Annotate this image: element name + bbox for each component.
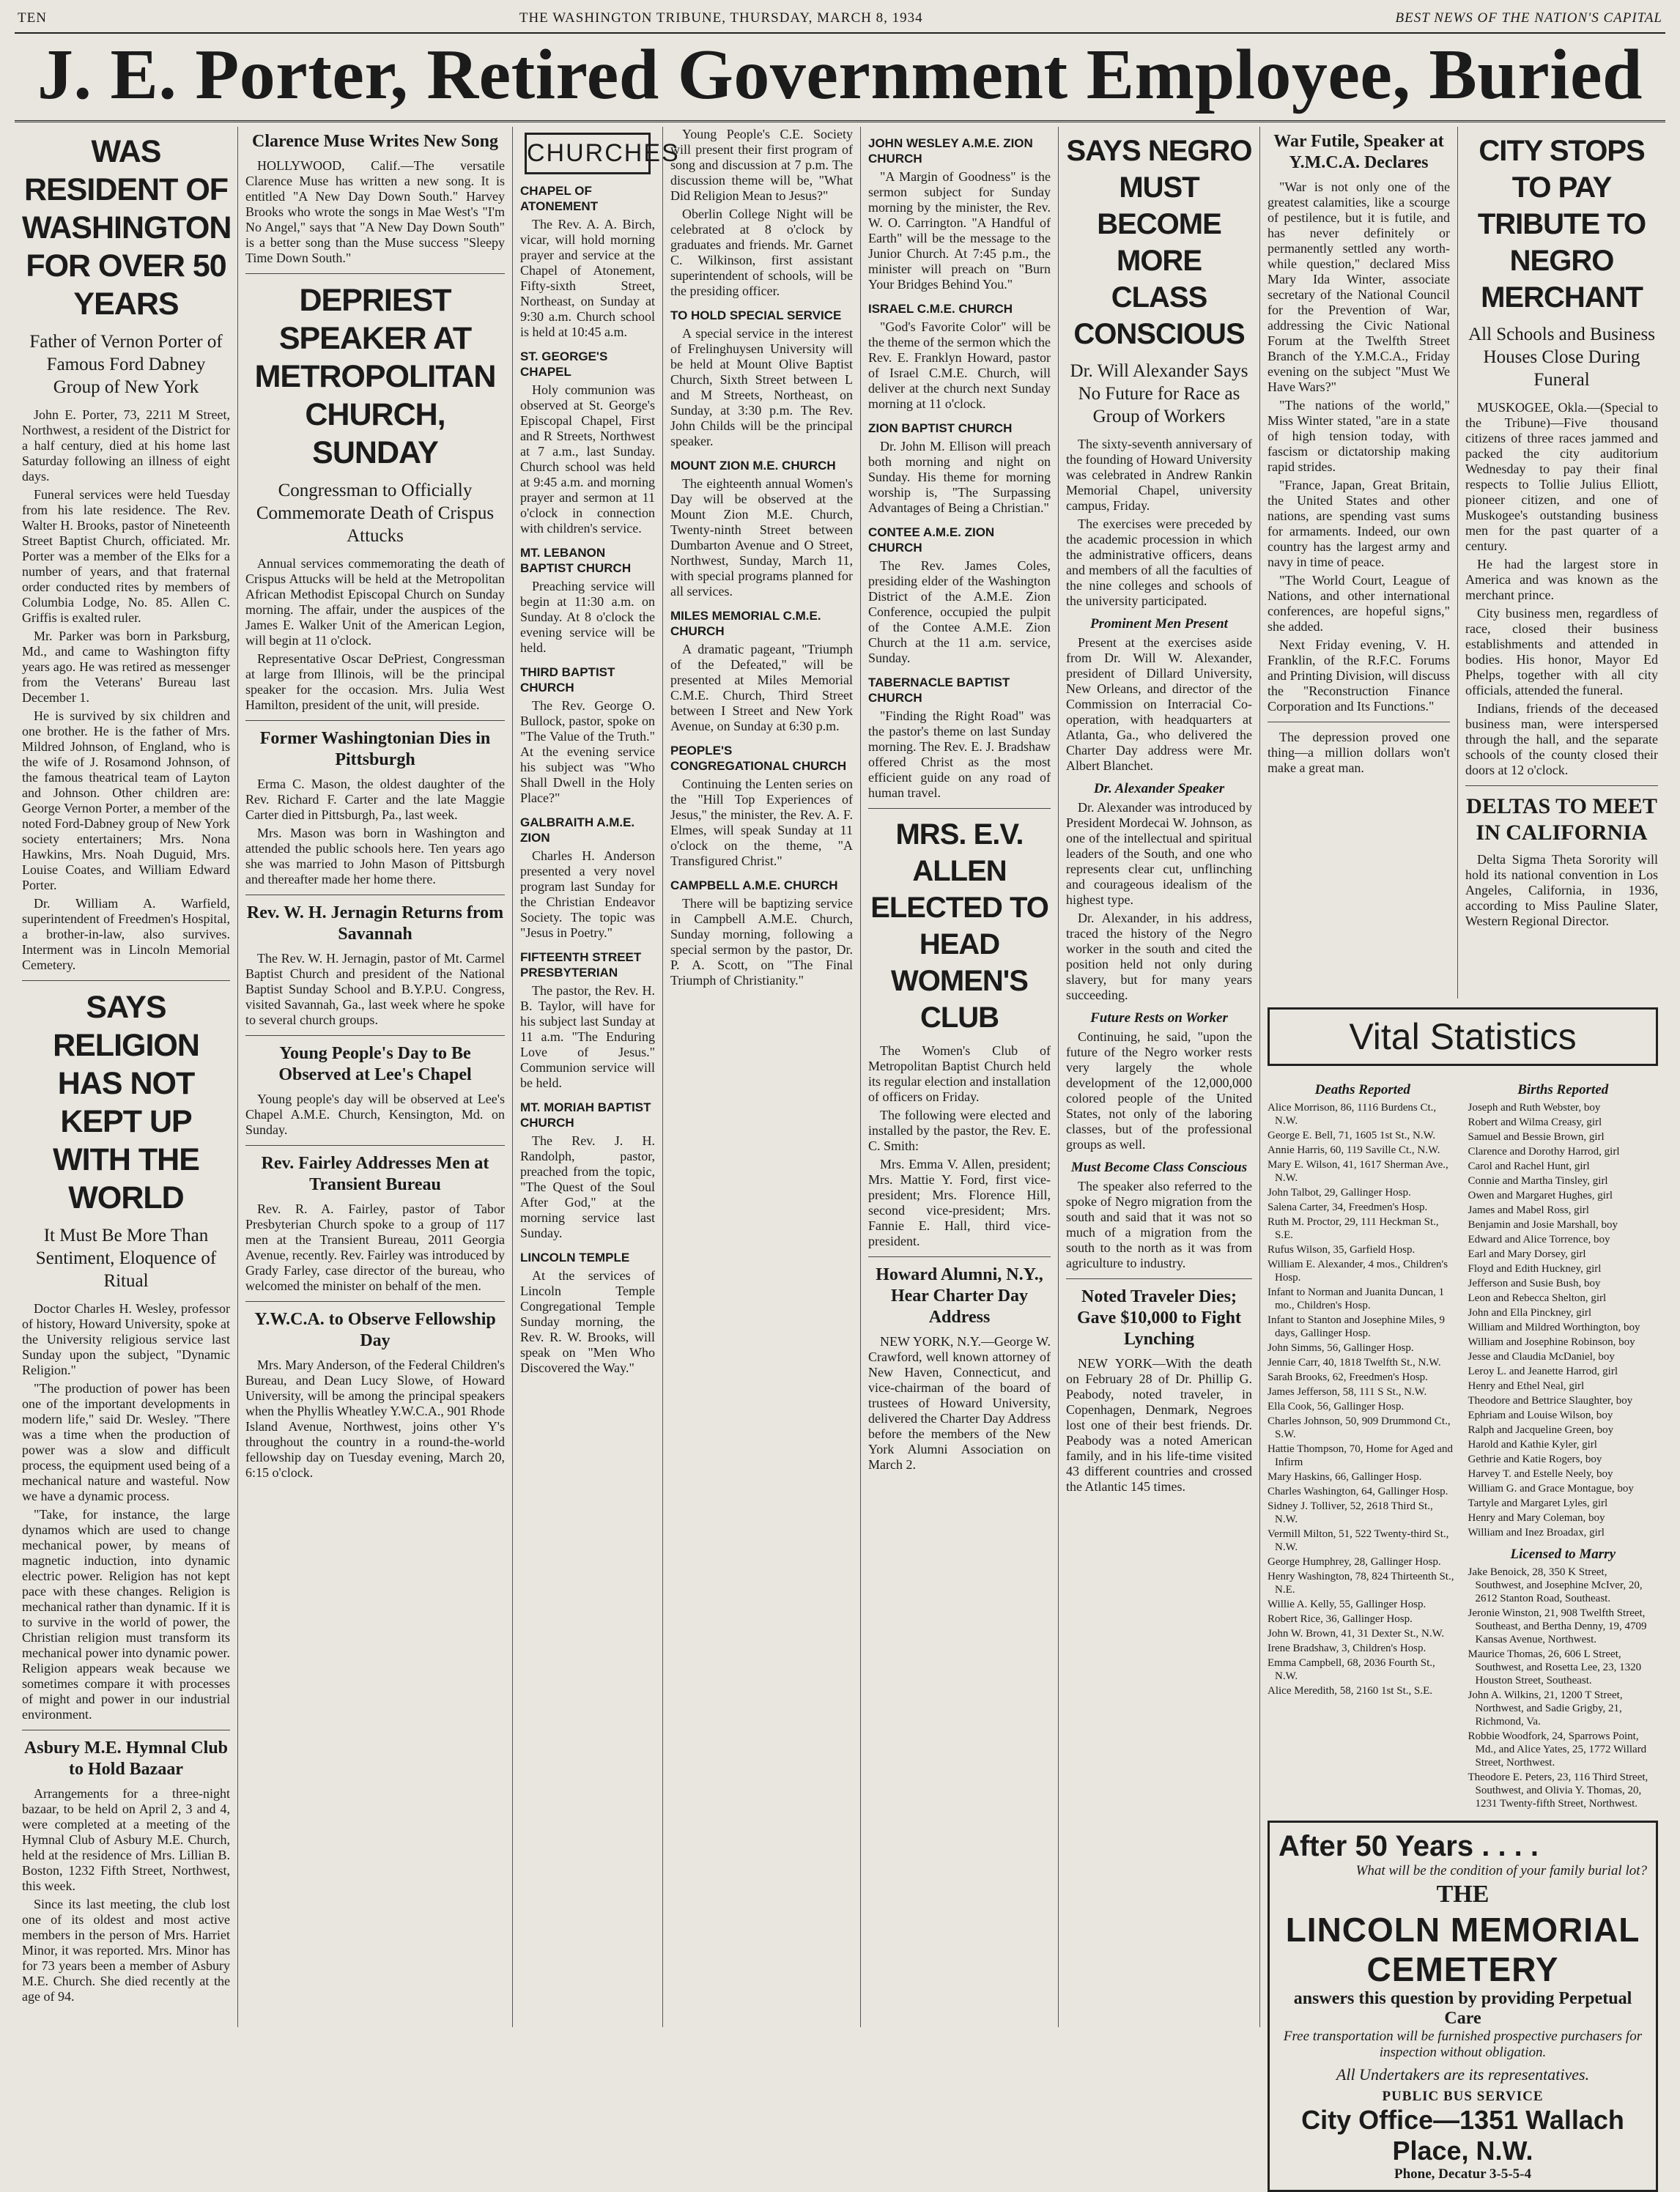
fairley-headline: Rev. Fairley Addresses Men at Transient Bureau: [261, 1154, 489, 1194]
article-paragraph: The Women's Club of Metropolitan Baptist Church held its regular election and installation of officers on Friday.: [868, 1043, 1051, 1104]
death-entry: Vermill Milton, 51, 522 Twenty-third St., N.W.: [1268, 1528, 1449, 1553]
article-paragraph: NEW YORK—With the death on February 28 of Dr. Phillip G. Peabody, noted traveler, in Copenhagen, Denmark, Negroes lost one of their best friends. Dr. Peabody was a noted American family, and in his life-time visited 43 different countries and crossed the Atlantic 145 times.: [1066, 1356, 1252, 1494]
death-entry: Willie A. Kelly, 55, Gallinger Hosp.: [1268, 1599, 1426, 1610]
birth-entry: Theodore and Bettrice Slaughter, boy: [1468, 1395, 1633, 1407]
article-paragraph: Funeral services were held Tuesday from his late residence. The Rev. Walter H. Brooks, pastor of Nineteenth Street Baptist Church, officiated. Mr. Porter was a member of the Elks for a number of years, and that fraternal order conducted rites by members of Columbia Lodge, No. 85. Allen C. Griffis is exalted ruler.: [22, 487, 230, 625]
negro-class-headline: SAYS NEGRO MUST BECOME MORE CLASS CONSCIOUS: [1066, 135, 1252, 350]
birth-entry: Joseph and Ruth Webster, boy: [1468, 1102, 1601, 1114]
article-subhead: Must Become Class Conscious: [1070, 1160, 1248, 1175]
license-entry: Jeronie Winston, 21, 908 Twelfth Street, Southeast, and Bertha Denny, 19, 4709 Kansas Avenue, Northwest.: [1468, 1607, 1647, 1645]
church-subhead: LINCOLN TEMPLE: [520, 1251, 630, 1265]
church-paragraph: A dramatic pageant, "Triumph of the Defeated," will be presented at Miles Memorial C.M.E. Church, Third Street between I Street and New York Avenue, on Sunday at 6:30 p.m.: [670, 642, 853, 733]
church-paragraph: Dr. John M. Ellison will preach both morning and night on Sunday. His theme for morning worship is, "The Surpassing Advantages of Being a Christian.": [868, 439, 1051, 515]
right-top: [1260, 127, 1665, 999]
article-paragraph: NEW YORK, N.Y.—George W. Crawford, well known attorney of New Haven, Connecticut, and vice-chairman of the board of trustees of Howard University, delivered the Charter Day Address before the members of the New York Alumni Association on March 2.: [868, 1334, 1051, 1472]
article-paragraph: Delta Sigma Theta Sorority will hold its national convention in Los Angeles, California, in 1936, according to Miss Pauline Slater, Western Regional Director.: [1465, 852, 1658, 928]
church-paragraph: "God's Favorite Color" will be the theme of the sermon which the Rev. E. Franklyn Howard, pastor of Israel C.M.E. Church, will deliver at the church next Sunday morning at 11 o'clock.: [868, 319, 1051, 411]
column-3: [513, 127, 680, 2027]
church-paragraph: "Finding the Right Road" was the pastor's theme on last Sunday morning. The Rev. E. J. Bradshaw offered Christ as the most efficient guide on any road of human travel.: [868, 708, 1051, 800]
ywca-headline: Y.W.C.A. to Observe Fellowship Day: [254, 1310, 496, 1350]
birth-entry: Leroy L. and Jeanette Harrod, girl: [1468, 1366, 1618, 1377]
license-entry: Robbie Woodfork, 24, Sparrows Point, Md., and Alice Yates, 25, 1772 Willard Street, Northwest.: [1468, 1730, 1647, 1769]
depriest-deck: Congressman to Officially Commemorate Death of Crispus Attucks: [256, 481, 495, 546]
article-paragraph: "France, Japan, Great Britain, the United States and other nations, are spending vast sums for armaments. Indeed, our own country has the largest army and navy in time of peace.: [1268, 478, 1450, 569]
ad-line: Free transportation will be furnished prospective purchasers for inspection without obligation.: [1283, 2029, 1643, 2060]
church-subhead: CONTEE A.M.E. ZION CHURCH: [868, 525, 995, 555]
muse-headline: Clarence Muse Writes New Song: [252, 132, 498, 151]
license-entry: Jake Benoick, 28, 350 K Street, Southwest, and Josephine McIver, 20, 2612 Stanton Road, Southeast.: [1468, 1566, 1643, 1604]
column-7: [1260, 127, 1458, 999]
birth-entry: William G. and Grace Montague, boy: [1468, 1483, 1634, 1495]
ad-line: THE: [1436, 1881, 1490, 1908]
ad-line: City Office—1351 Wallach Place, N.W.: [1301, 2105, 1624, 2166]
church-paragraph: The eighteenth annual Women's Day will be observed at the Mount Zion M.E. Church, Twenty-ninth Street between Dumbarton Avenue and O Street, Northwest, Sunday, March 11, with special programs planned for all services.: [670, 476, 853, 599]
death-entry: Sarah Brooks, 62, Freedmen's Hosp.: [1268, 1371, 1428, 1383]
church-paragraph: The pastor, the Rev. H. B. Taylor, will have for his subject last Sunday at 11 a.m. "The Enduring Love of Jesus." Communion service will be held.: [520, 983, 655, 1090]
article-paragraph: Continuing, he said, "upon the future of the Negro worker rests very largely the whole development of the 12,000,000 colored people of the United States, not only of the laboring classes, but of the professional groups as well.: [1066, 1029, 1252, 1152]
birth-entry: Henry and Mary Coleman, boy: [1468, 1512, 1605, 1524]
birth-entry: Harvey T. and Estelle Neely, boy: [1468, 1468, 1613, 1480]
death-entry: Alice Meredith, 58, 2160 1st St., S.E.: [1268, 1685, 1432, 1697]
article-paragraph: Mr. Parker was born in Parksburg, Md., and came to Washington fifty years ago. He was retired as messenger from the Veterans' Bureau last December 1.: [22, 629, 230, 705]
church-subhead: TO HOLD SPECIAL SERVICE: [670, 308, 842, 322]
death-entry: Charles Johnson, 50, 909 Drummond Ct., S.W.: [1268, 1415, 1451, 1440]
article-paragraph: "Take, for instance, the large dynamos which are used to change mechanical power, by means of magnetic induction, into dynamic electric power. Religion has not kept pace with these changes. Religion is mechanical rather than dynamic. If it is to survive in the world of power, the Christian religion must transform its mechanical power into dynamic power. Religion appears weak because we sometimes compare it with processes of might and power in our industrial environment.: [22, 1507, 230, 1722]
deaths-column: [1268, 1075, 1458, 1812]
article-paragraph: City business men, regardless of race, closed their business establishments and attended in bodies. His honor, Mayor Ed Phelps, together with all city officials, attended the funeral.: [1465, 606, 1658, 697]
license-entry: Theodore E. Peters, 23, 116 Third Street, Southwest, and Olivia Y. Thomas, 20, 1231 Twenty-fifth Street, Northwest.: [1468, 1771, 1648, 1810]
death-entry: James Jefferson, 58, 111 S St., N.W.: [1268, 1386, 1427, 1398]
war-futile-headline: War Futile, Speaker at Y.M.C.A. Declares: [1273, 132, 1444, 172]
church-subhead: MILES MEMORIAL C.M.E. CHURCH: [670, 609, 821, 638]
church-subhead: THIRD BAPTIST CHURCH: [520, 665, 615, 695]
birth-entry: Ephriam and Louise Wilson, boy: [1468, 1410, 1613, 1421]
vital-section: [1260, 1007, 1665, 2192]
article-paragraph: Young people's day will be observed at Lee's Chapel A.M.E. Church, Kensington, Md. on Sunday.: [245, 1092, 505, 1137]
article-paragraph: Dr. William A. Warfield, superintendent of Freedmen's Hospital, a brother-in-law, also survives. Interment was in Lincoln Memorial Cemetery.: [22, 896, 230, 972]
death-entry: Emma Campbell, 68, 2036 Fourth St., N.W.: [1268, 1657, 1435, 1682]
church-paragraph: There will be baptizing service in Campbell A.M.E. Church, Sunday morning, following a special sermon by the pastor, Dr. P. A. Scott, on "The Final Triumph of Christianity.": [670, 896, 853, 988]
cemetery-advertisement: [1268, 1821, 1658, 2192]
negro-class-deck: Dr. Will Alexander Says No Future for Race as Group of Workers: [1070, 361, 1248, 426]
death-entry: Salena Carter, 34, Freedmen's Hosp.: [1268, 1201, 1428, 1213]
death-entry: John Simms, 56, Gallinger Hosp.: [1268, 1342, 1414, 1354]
article-paragraph: Mrs. Mary Anderson, of the Federal Children's Bureau, and Dean Lucy Slowe, of Howard University, will be among the principal speakers when the Phyllis Wheatley Y.W.C.A., 901 Rhode Island Avenue, Northwest, joins other Y's throughout the country in a round-the-world fellowship day on Tuesday evening, March 20, 6:15 o'clock.: [245, 1358, 505, 1480]
death-entry: Irene Bradshaw, 3, Children's Hosp.: [1268, 1643, 1426, 1654]
licensed-list: [1468, 1566, 1659, 1810]
article-paragraph: Doctor Charles H. Wesley, professor of history, Howard University, spoke at the University religious service last Sunday upon the subject, "Dynamic Religion.": [22, 1301, 230, 1377]
license-entry: Maurice Thomas, 26, 606 L Street, Southwest, and Rosetta Lee, 23, 1320 Houston Street, Southeast.: [1468, 1648, 1642, 1686]
article-paragraph: The following were elected and installed by the pastor, the Rev. E. C. Smith:: [868, 1108, 1051, 1153]
births-heading: Births Reported: [1517, 1082, 1609, 1097]
newspaper-page: [15, 10, 1665, 2182]
births-column: [1468, 1075, 1659, 1812]
jernagin-headline: Rev. W. H. Jernagin Returns from Savannah: [246, 903, 504, 944]
death-entry: Hattie Thompson, 70, Home for Aged and Infirm: [1268, 1443, 1454, 1468]
asbury-headline: Asbury M.E. Hymnal Club to Hold Bazaar: [23, 1739, 229, 1779]
death-entry: Robert Rice, 36, Gallinger Hosp.: [1268, 1613, 1413, 1625]
church-subhead: ISRAEL C.M.E. CHURCH: [868, 302, 1013, 316]
church-subhead: MT. MORIAH BAPTIST CHURCH: [520, 1100, 651, 1130]
churches-title: CHURCHES: [525, 133, 651, 174]
death-entry: Alice Morrison, 86, 1116 Burdens Ct., N.W.: [1268, 1102, 1437, 1127]
death-entry: John W. Brown, 41, 31 Dexter St., N.W.: [1268, 1628, 1445, 1640]
article-paragraph: The Rev. W. H. Jernagin, pastor of Mt. Carmel Baptist Church and president of the National Baptist Sunday School and B.Y.P.U. Congress, visited Savannah, Ga., last week where he spoke to several church groups.: [245, 951, 505, 1027]
article-paragraph: The exercises were preceded by the academic procession in which the administrative officers, deans and members of all the faculties of the nine colleges and schools of the university participated.: [1066, 516, 1252, 608]
column-2: [238, 127, 513, 2027]
article-subhead: Dr. Alexander Speaker: [1093, 781, 1225, 796]
church-paragraph: Young People's C.E. Society will present their first program of song and discussion at 7 p.m. The discussion theme will be, "What Did Religion Mean to Jesus?": [670, 127, 853, 203]
church-subhead: CAMPBELL A.M.E. CHURCH: [670, 878, 838, 892]
divider: [22, 980, 230, 981]
article-paragraph: Mrs. Emma V. Allen, president; Mrs. Mattie Y. Ford, first vice-president; Mrs. Florence Hill, second vice-president; Mrs. Fannie E. Hall, third vice-president.: [868, 1157, 1051, 1248]
birth-entry: Owen and Margaret Hughes, girl: [1468, 1190, 1613, 1201]
article-paragraph: "The World Court, League of Nations, and other international conferences, are hopeful signs," she added.: [1268, 573, 1450, 634]
ad-line: LINCOLN MEMORIAL CEMETERY: [1285, 1911, 1640, 1988]
death-entry: Jennie Carr, 40, 1818 Twelfth St., N.W.: [1268, 1357, 1441, 1369]
vital-statistics-title: Vital Statistics: [1268, 1007, 1658, 1066]
ad-line: After 50 Years . . . .: [1278, 1830, 1539, 1862]
right-section: [1260, 127, 1665, 2182]
slogan: BEST NEWS OF THE NATION'S CAPITAL: [1395, 10, 1662, 26]
divider: [245, 1145, 505, 1146]
merchant-headline: CITY STOPS TO PAY TRIBUTE TO NEGRO MERCHANT: [1477, 135, 1646, 314]
birth-entry: Harold and Kathie Kyler, girl: [1468, 1439, 1597, 1451]
death-entry: Annie Harris, 60, 119 Saville Ct., N.W.: [1268, 1144, 1440, 1156]
church-subhead: MOUNT ZION M.E. CHURCH: [670, 459, 836, 473]
church-subhead: GALBRAITH A.M.E. ZION: [520, 815, 635, 845]
article-paragraph: The sixty-seventh anniversary of the founding of Howard University was celebrated in Andrew Rankin Memorial Chapel, university campus, Friday.: [1066, 437, 1252, 513]
article-paragraph: John E. Porter, 73, 2211 M Street, Northwest, a resident of the District for a half century, died at his home last Saturday following an illness of eight days.: [22, 407, 230, 484]
article-paragraph: MUSKOGEE, Okla.—(Special to the Tribune)—Five thousand citizens of three races jammed and packed the city auditorium Wednesday to pay their final respects to Tollie Julius Elliott, pioneer citizen, and one of Muskogee's outstanding business men for the past quarter of a century.: [1465, 400, 1658, 553]
church-paragraph: The Rev. James Coles, presiding elder of the Washington District of the A.M.E. Zion Conference, occupied the pulpit of the Contee A.M.E. Zion Church at the 11 a.m. service, Sunday.: [868, 558, 1051, 665]
column-8: [1458, 127, 1665, 999]
column-4: [663, 127, 861, 2027]
article-paragraph: Annual services commemorating the death of Crispus Attucks will be held at the Metropolitan African Methodist Episcopal Church on Sunday morning. The affair, under the auspices of the James E. Walker Unit of the American Legion, will begin at 11 o'clock.: [245, 556, 505, 648]
article-paragraph: Erma C. Mason, the oldest daughter of the Rev. Richard F. Carter and the late Maggie Carter died in Pittsburgh, Pa., last week.: [245, 777, 505, 822]
columns: [15, 122, 1665, 2182]
birth-entry: Jefferson and Susie Bush, boy: [1468, 1278, 1601, 1289]
death-entry: Sidney J. Tolliver, 52, 2618 Third St., N.W.: [1268, 1500, 1433, 1525]
article-subhead: Prominent Men Present: [1090, 616, 1228, 632]
divider: [1465, 785, 1658, 786]
birth-entry: William and Inez Broadax, girl: [1468, 1527, 1605, 1539]
deaths-list: [1268, 1101, 1458, 1697]
article-paragraph: Dr. Alexander, in his address, traced the history of the Negro worker in the south and cited the position held not only during slavery, but for many years succeeding.: [1066, 911, 1252, 1002]
birth-entry: James and Mabel Ross, girl: [1468, 1204, 1589, 1216]
religion-deck: It Must Be More Than Sentiment, Eloquence of Ritual: [35, 1226, 217, 1291]
porter-deck: Father of Vernon Porter of Famous Ford Dabney Group of New York: [29, 332, 223, 397]
religion-headline: SAYS RELIGION HAS NOT KEPT UP WITH THE WORLD: [53, 990, 199, 1215]
ad-line: PUBLIC BUS SERVICE: [1382, 2089, 1544, 2104]
vital-grid: [1268, 1075, 1658, 1812]
church-subhead: CHAPEL OF ATONEMENT: [520, 184, 599, 213]
page-number: TEN: [18, 10, 47, 26]
article-paragraph: Since its last meeting, the club lost one of its oldest and most active members in the person of Mrs. Harriet Minor, it was reported. Mrs. Minor has for 73 years been a member of Asbury M.E. Church. She died recently at the age of 94.: [22, 1897, 230, 2004]
church-subhead: MT. LEBANON BAPTIST CHURCH: [520, 546, 632, 575]
church-subhead: JOHN WESLEY A.M.E. ZION CHURCH: [868, 136, 1033, 166]
death-entry: George E. Bell, 71, 1605 1st St., N.W.: [1268, 1130, 1436, 1141]
death-entry: Mary Haskins, 66, Gallinger Hosp.: [1268, 1471, 1422, 1483]
church-subhead: ZION BAPTIST CHURCH: [868, 421, 1013, 435]
licensed-heading: Licensed to Marry: [1510, 1547, 1616, 1562]
death-entry: Ella Cook, 56, Gallinger Hosp.: [1268, 1401, 1405, 1412]
church-subhead: PEOPLE'S CONGREGATIONAL CHURCH: [670, 744, 847, 773]
church-paragraph: Oberlin College Night will be celebrated at 8 o'clock by graduates and friends. Mr. Garnet C. Wilkinson, first assistant superintendent of schools, will be the presiding officer.: [670, 207, 853, 298]
ad-line: Phone, Decatur 3-5-5-4: [1394, 2166, 1531, 2182]
divider: [868, 808, 1051, 809]
article-paragraph: "War is not only one of the greatest calamities, like a scourge of pestilence, but it is futile, and has never definitely or permanently settled any worth-while question," declared Miss Mary Ida Winter, associate secretary of the National Council for the Prevention of War, addressing the Civic National Forum at the Twelfth Street Branch of the Y.M.C.A., Friday evening on the subject "Must We Have Wars?": [1268, 179, 1450, 394]
birth-entry: Gethrie and Katie Rogers, boy: [1468, 1454, 1602, 1465]
article-paragraph: The speaker also referred to the spoke of Negro migration from the south and said that it was not so much of a migration from the south to the north as it was from agriculture to industry.: [1066, 1179, 1252, 1270]
death-entry: Infant to Stanton and Josephine Miles, 9 days, Gallinger Hosp.: [1268, 1314, 1446, 1339]
merchant-deck: All Schools and Business Houses Close During Funeral: [1468, 325, 1655, 390]
column-5: [861, 127, 1059, 2027]
article-paragraph: The depression proved one thing—a million dollars won't make a great man.: [1268, 730, 1450, 775]
article-paragraph: Dr. Alexander was introduced by President Mordecai W. Johnson, as one of the intellectual and spiritual leaders of the South, and one who represents clear cut, unflinching and courageous idealism of the highest type.: [1066, 800, 1252, 907]
death-entry: Ruth M. Proctor, 29, 111 Heckman St., S.E.: [1268, 1216, 1439, 1241]
birth-entry: Carol and Rachel Hunt, girl: [1468, 1160, 1590, 1172]
church-paragraph: A special service in the interest of Frelinghuysen University will be held at Mount Olive Baptist Church, Sixth Street between L and M Streets, Northeast, on Sunday, at 3:30 p.m. The Rev. John Childs will be the principal speaker.: [670, 326, 853, 448]
church-paragraph: Continuing the Lenten series on the "Hill Top Experiences of Jesus," the minister, the Rev. A. F. Elmes, will speak Sunday at 11 o'clock on the theme, "A Transfigured Christ.": [670, 777, 853, 868]
article-paragraph: Indians, friends of the deceased business man, were interspersed through the hall, and the separate schools of the county closed their doors at 12 o'clock.: [1465, 701, 1658, 777]
births-list: [1468, 1101, 1659, 1539]
church-paragraph: The Rev. A. A. Birch, vicar, will hold morning prayer and service at the Chapel of Atonement, Fifty-sixth Street, Northeast, on Sunday at 9:30 a.m. Church school is held at 10:45 a.m.: [520, 217, 655, 339]
church-subhead: ST. GEORGE'S CHAPEL: [520, 349, 608, 379]
birth-entry: William and Mildred Worthington, boy: [1468, 1322, 1640, 1333]
howard-alumni-headline: Howard Alumni, N.Y., Hear Charter Day Address: [876, 1265, 1043, 1327]
peabody-headline: Noted Traveler Dies; Gave $10,000 to Fight Lynching: [1077, 1287, 1241, 1349]
license-entry: John A. Wilkins, 21, 1200 T Street, Northwest, and Sadie Grigby, 21, Richmond, Va.: [1468, 1689, 1623, 1728]
church-paragraph: At the services of Lincoln Temple Congregational Temple Sunday morning, the Rev. R. W. Brooks, will speak on "Men Who Discovered the Way.": [520, 1268, 655, 1375]
birth-entry: William and Josephine Robinson, boy: [1468, 1336, 1635, 1348]
porter-headline: WAS RESIDENT OF WASHINGTON FOR OVER 50 YEARS: [22, 134, 232, 322]
pittsburgh-headline: Former Washingtonian Dies in Pittsburgh: [259, 729, 491, 769]
birth-entry: Connie and Martha Tinsley, girl: [1468, 1175, 1608, 1187]
article-paragraph: He had the largest store in America and was known as the merchant prince.: [1465, 557, 1658, 602]
divider: [245, 720, 505, 721]
death-entry: George Humphrey, 28, Gallinger Hosp.: [1268, 1556, 1441, 1568]
church-subhead: TABERNACLE BAPTIST CHURCH: [868, 675, 1010, 705]
church-paragraph: "A Margin of Goodness" is the sermon subject for Sunday morning by the minister, the Rev. W. O. Carrington. "A Handful of Earth" will be the message to the Junior Church. At 7:45 p.m., the minister will preach on "Burn Your Bridges Behind You.": [868, 169, 1051, 292]
article-paragraph: He is survived by six children and one brother. He is the father of Mrs. Mildred Johnson, of England, who is the wife of J. Rosamond Johnson, of the famous theatrical team of Layton and Johnson. Other children are: George Vernon Porter, a member of the noted Ford-Dabney group of New York society entertainers; Mrs. Nona Hawkins, Mrs. Noah Duguid, Mrs. Louise Coates, and William Edward Porter.: [22, 708, 230, 892]
church-paragraph: The Rev. J. H. Randolph, pastor, preached from the topic, "The Quest of the Soul After God," at the morning service last Sunday.: [520, 1133, 655, 1240]
ad-line: All Undertakers are its representatives.: [1336, 2065, 1590, 2084]
article-paragraph: Rev. R. A. Fairley, pastor of Tabor Presbyterian Church spoke to a group of 117 men at the Transient Bureau, 2011 Georgia Avenue, recently. Rev. Fairley was introduced by Grady Farley, case director of the bureau, who welcomed the minister on behalf of the men.: [245, 1201, 505, 1293]
death-entry: Mary E. Wilson, 41, 1617 Sherman Ave., N.W.: [1268, 1159, 1448, 1184]
birth-entry: Earl and Mary Dorsey, girl: [1468, 1248, 1586, 1260]
ad-line: answers this question by providing Perpetual Care: [1293, 1989, 1632, 2028]
death-entry: Rufus Wilson, 35, Garfield Hosp.: [1268, 1244, 1416, 1256]
birth-entry: Leon and Rebecca Shelton, girl: [1468, 1292, 1607, 1304]
deaths-heading: Deaths Reported: [1314, 1082, 1410, 1097]
ad-line: What will be the condition of your family burial lot?: [1355, 1863, 1647, 1878]
birth-entry: Edward and Alice Torrence, boy: [1468, 1234, 1610, 1245]
depriest-headline: DEPRIEST SPEAKER AT METROPOLITAN CHURCH, SUNDAY: [254, 283, 496, 470]
allen-headline: MRS. E.V. ALLEN ELECTED TO HEAD WOMEN'S CLUB: [870, 818, 1048, 1034]
church-subhead: FIFTEENTH STREET PRESBYTERIAN: [520, 950, 642, 980]
divider: [1066, 1278, 1252, 1279]
lees-chapel-headline: Young People's Day to Be Observed at Lee's Chapel: [278, 1044, 472, 1084]
church-paragraph: Charles H. Anderson presented a very novel program last Sunday for the Christian Endeavor Society. The topic was "Jesus in Poetry.": [520, 848, 655, 940]
birth-entry: Ralph and Jacqueline Green, boy: [1468, 1424, 1614, 1436]
birth-entry: Benjamin and Josie Marshall, boy: [1468, 1219, 1618, 1231]
article-paragraph: Present at the exercises aside from Dr. Will W. Alexander, president of Dillard University, New Orleans, and director of the Commission on Interracial Co-operation, with headquarters at Atlanta, Ga., who delivered the Charter Day address were Mr. Albert Blanchet.: [1066, 635, 1252, 773]
article-paragraph: Representative Oscar DePriest, Congressman at large from Illinois, will be the principal speaker for the occasion. Mrs. Julia West Hamilton, president of the unit, will preside.: [245, 651, 505, 712]
birth-entry: Robert and Wilma Creasy, girl: [1468, 1117, 1602, 1128]
article-subhead: Future Rests on Worker: [1090, 1010, 1228, 1026]
death-entry: Infant to Norman and Juanita Duncan, 1 mo., Children's Hosp.: [1268, 1286, 1445, 1311]
article-paragraph: Arrangements for a three-night bazaar, to be held on April 2, 3 and 4, were completed at a meeting of the Hymnal Club of Asbury M.E. Church, held at the residence of Mrs. Lillian B. Boston, 1232 Fifth Street, Northwest, this week.: [22, 1786, 230, 1893]
article-paragraph: "The production of power has been one of the important developments in modern life," said Dr. Wesley. "There was a time when the production of power was a slow and difficult process, the equipment used being of a mechanical nature and wasteful. Now we have a dynamic process.: [22, 1381, 230, 1503]
divider: [245, 273, 505, 274]
divider: [245, 1035, 505, 1036]
church-paragraph: Preaching service will begin at 11:30 a.m. on Sunday. At 8 o'clock the evening service will be held.: [520, 579, 655, 655]
deltas-headline: DELTAS TO MEET IN CALIFORNIA: [1466, 794, 1657, 845]
birth-entry: Clarence and Dorothy Harrod, girl: [1468, 1146, 1620, 1158]
birth-entry: Jesse and Claudia McDaniel, boy: [1468, 1351, 1615, 1363]
death-entry: John Talbot, 29, Gallinger Hosp.: [1268, 1187, 1411, 1199]
birth-entry: Samuel and Bessie Brown, girl: [1468, 1131, 1605, 1143]
folio-line: [15, 10, 1665, 34]
column-1: [15, 127, 238, 2027]
divider: [245, 1301, 505, 1302]
column-6: [1059, 127, 1260, 2027]
death-entry: Henry Washington, 78, 824 Thirteenth St., N.E.: [1268, 1571, 1454, 1596]
birth-entry: Henry and Ethel Neal, girl: [1468, 1380, 1585, 1392]
article-paragraph: Next Friday evening, V. H. Franklin, of the R.F.C. Forums and Printing Division, will discuss the "Reconstruction Finance Corporation and Its Functions.": [1268, 637, 1450, 714]
church-paragraph: Holy communion was observed at St. George's Episcopal Chapel, First and R Streets, Northwest at 7 a.m., last Sunday. Church school was held at 9:45 a.m. and morning prayer and sermon at 11 o'clock in connection with children's service.: [520, 382, 655, 536]
article-paragraph: "The nations of the world," Miss Winter stated, "are in a state of high tension today, with fascism or dictatorship making rapid strides.: [1268, 398, 1450, 474]
death-entry: William E. Alexander, 4 mos., Children's Hosp.: [1268, 1259, 1448, 1284]
article-paragraph: Mrs. Mason was born in Washington and attended the public schools here. Ten years ago she was married to John Mason of Pittsburgh and thereafter made her home there.: [245, 826, 505, 886]
banner-headline: J. E. Porter, Retired Government Employee, Buried: [15, 34, 1665, 122]
divider: [868, 1256, 1051, 1257]
birth-entry: John and Ella Pinckney, girl: [1468, 1307, 1592, 1319]
article-paragraph: HOLLYWOOD, Calif.—The versatile Clarence Muse has written a new song. It is entitled "A New Day Down South." Harvey Brooks who wrote the songs in Mae West's "I'm No Angel," says that "A New Day Down South" is a better song than the Muse success "Sleepy Time Down South.": [245, 158, 505, 265]
birth-entry: Tartyle and Margaret Lyles, girl: [1468, 1497, 1608, 1509]
church-paragraph: The Rev. George O. Bullock, pastor, spoke on "The Value of the Truth." At the evening service his subject was "Who Shall Dwell in the Holy Place?": [520, 698, 655, 805]
death-entry: Charles Washington, 64, Gallinger Hosp.: [1268, 1486, 1448, 1497]
masthead-line: THE WASHINGTON TRIBUNE, THURSDAY, MARCH 8, 1934: [519, 10, 923, 26]
birth-entry: Floyd and Edith Huckney, girl: [1468, 1263, 1602, 1275]
